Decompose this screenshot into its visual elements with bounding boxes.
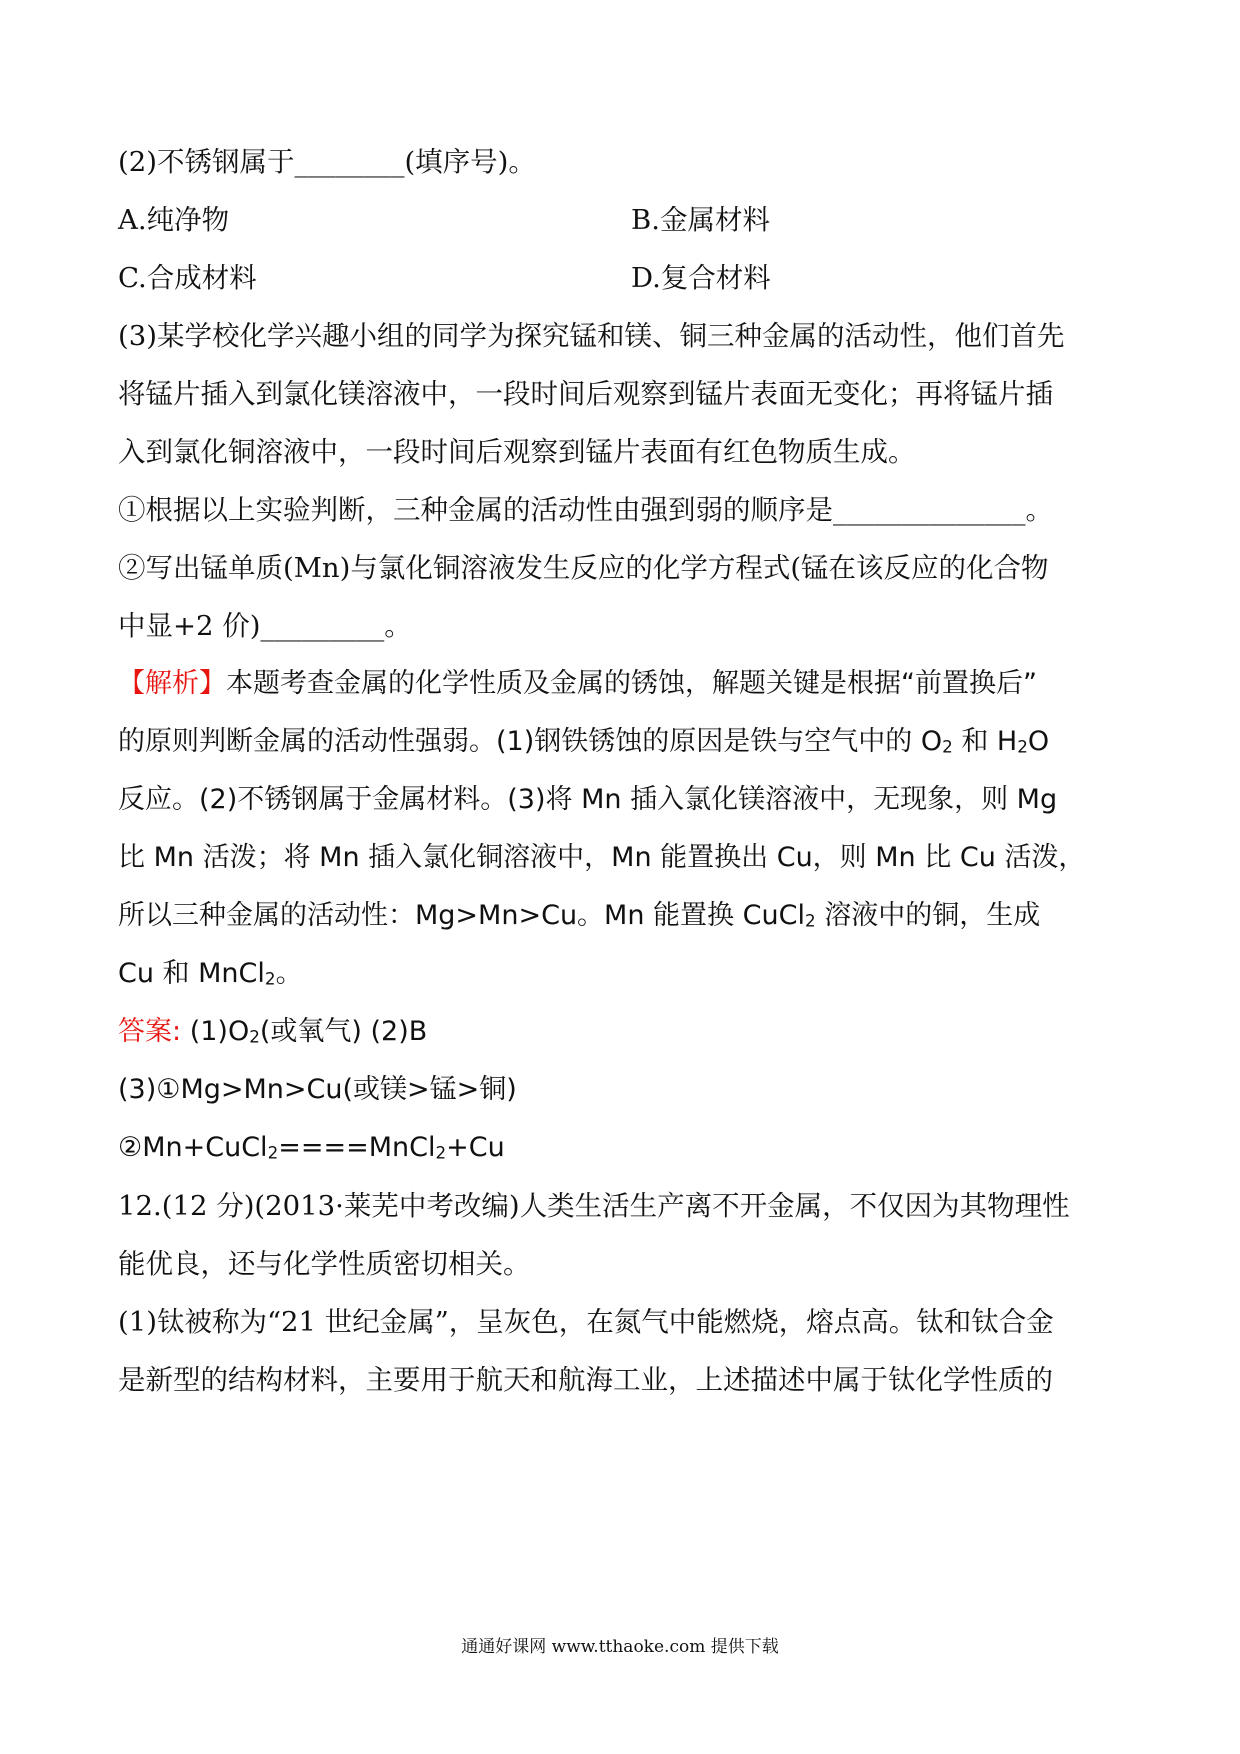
question-12-line-1: 12.(12 分)(2013·莱芜中考改编)人类生活生产离不开金属，不仅因为其物理性 (118, 1190, 1070, 1222)
subscript: 2 (942, 736, 953, 757)
analysis-line-6 (118, 954, 1128, 994)
option-d: D.复合材料 (631, 262, 771, 294)
answer-line-1 (118, 1012, 1128, 1052)
analysis-line-2 (118, 722, 1128, 762)
option-b: B.金属材料 (631, 204, 770, 236)
analysis-line-1 (118, 664, 1128, 704)
analysis-label: 【解析】 (118, 668, 226, 699)
page-footer: 通通好课网 www.tthaoke.com 提供下载 (461, 1637, 779, 1657)
analysis-text-5b: 溶液中的铜，生成 (824, 900, 1041, 931)
option-a: A.纯净物 (118, 204, 230, 236)
question-12-line-4: 是新型的结构材料，主要用于航天和航海工业，上述描述中属于钛化学性质的 (118, 1364, 1053, 1396)
subscript: 2 (267, 1142, 279, 1163)
analysis-line-3: 反应。(2)不锈钢属于金属材料。(3)将 Mn 插入氯化镁溶液中，无现象，则 Mg (118, 784, 1058, 815)
option-c: C.合成材料 (118, 262, 257, 294)
question-2-stem: (2)不锈钢属于________(填序号)。 (118, 146, 536, 178)
question-3-sub-2-line-2: 中显+2 价)_________。 (118, 610, 412, 642)
analysis-text-5a: 所以三种金属的活动性：Mg>Mn>Cu。Mn 能置换 CuCl (118, 900, 805, 931)
answer-text-1a: (1)O (181, 1016, 250, 1047)
analysis-text-6a: Cu 和 MnCl (118, 958, 265, 989)
question-3-sub-1: ①根据以上实验判断，三种金属的活动性由强到弱的顺序是______________。 (118, 494, 1053, 526)
analysis-line-4: 比 Mn 活泼；将 Mn 插入氯化铜溶液中，Mn 能置换出 Cu，则 Mn 比 Cu 活泼， (118, 842, 1086, 873)
subscript: 2 (249, 1026, 260, 1047)
answer-line-2: (3)①Mg>Mn>Cu(或镁>锰>铜) (118, 1074, 517, 1105)
options-row-cd (118, 258, 1128, 298)
question-3-line-1: (3)某学校化学兴趣小组的同学为探究锰和镁、铜三种金属的活动性，他们首先 (118, 320, 1065, 352)
answer-text-1b: (或氧气) (2)B (259, 1016, 428, 1047)
answer-line-3 (118, 1128, 1128, 1168)
answer-label: 答案: (118, 1016, 182, 1047)
question-12-line-3: (1)钛被称为“21 世纪金属”，呈灰色，在氮气中能燃烧，熔点高。钛和钛合金 (118, 1306, 1054, 1338)
answer-text-3c: +Cu (446, 1132, 505, 1163)
options-row-ab (118, 200, 1128, 240)
analysis-line-5 (118, 896, 1128, 936)
answer-text-3b: ====MnCl (278, 1132, 436, 1163)
analysis-text-2c: O (1027, 726, 1050, 757)
question-3-line-2: 将锰片插入到氯化镁溶液中，一段时间后观察到锰片表面无变化；再将锰片插 (118, 378, 1053, 410)
subscript: 2 (264, 968, 276, 989)
subscript: 2 (435, 1142, 447, 1163)
subscript: 2 (1017, 736, 1028, 757)
question-3-sub-2-line-1: ②写出锰单质(Mn)与氯化铜溶液发生反应的化学方程式(锰在该反应的化合物 (118, 552, 1049, 584)
analysis-text-2b: 和 H (961, 726, 1018, 757)
subscript: 2 (804, 910, 816, 931)
question-12-line-2: 能优良，还与化学性质密切相关。 (118, 1248, 531, 1280)
answer-text-3a: ②Mn+CuCl (118, 1132, 268, 1163)
analysis-text-2a: 的原则判断金属的活动性强弱。(1)钢铁锈蚀的原因是铁与空气中的 O (118, 726, 943, 757)
analysis-text-6b: 。 (275, 958, 303, 989)
question-3-line-3: 入到氯化铜溶液中，一段时间后观察到锰片表面有红色物质生成。 (118, 436, 916, 468)
analysis-text-1: 本题考查金属的化学性质及金属的锈蚀，解题关键是根据“前置换后” (226, 668, 1037, 699)
